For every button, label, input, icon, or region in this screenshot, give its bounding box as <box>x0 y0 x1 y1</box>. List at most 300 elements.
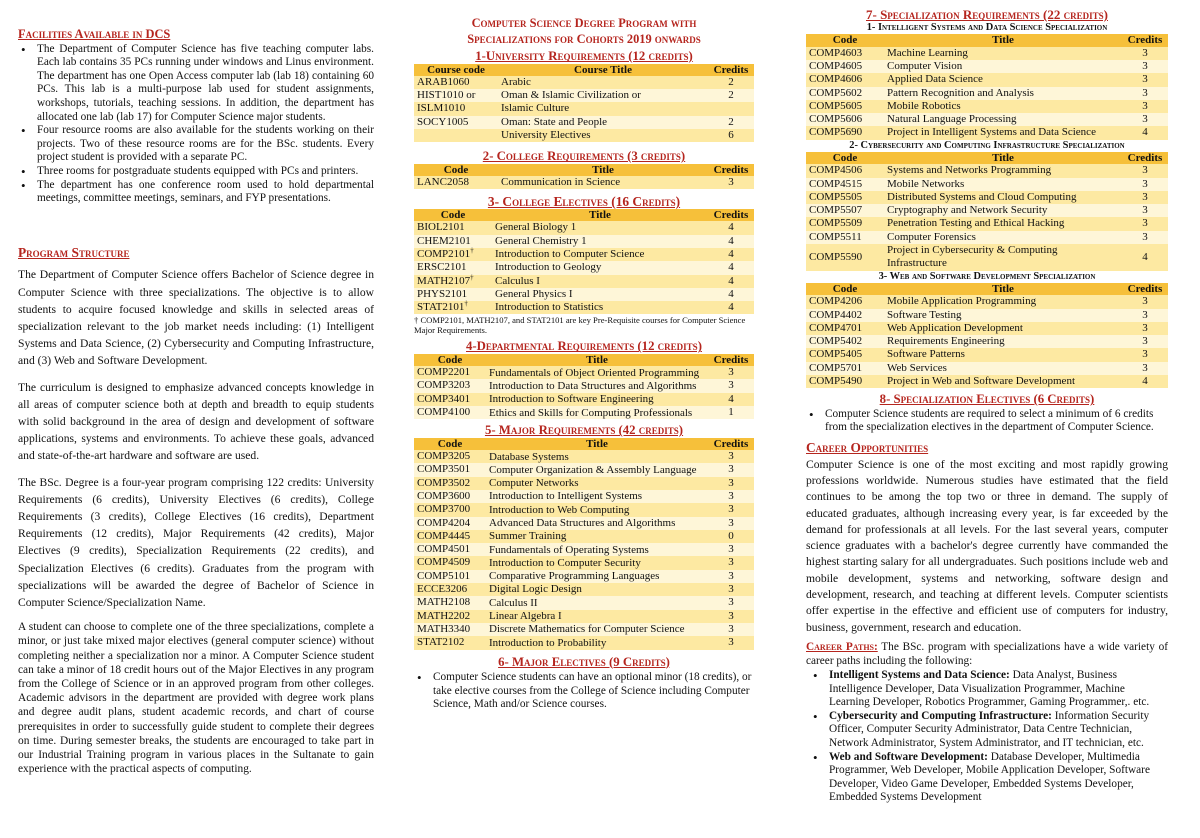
course-title: Project in Cybersecurity & Computing Infrastructure <box>884 244 1122 271</box>
column-header-code: Code <box>414 209 492 221</box>
course-credits: 2 <box>708 89 754 102</box>
course-title: Introduction to Software Engineering <box>486 393 708 406</box>
course-title: Web Services <box>884 362 1122 375</box>
column-header-code: Code <box>806 283 884 295</box>
course-title: Arabic <box>498 76 708 89</box>
program-structure-title: Program Structure <box>18 244 130 260</box>
table-row <box>806 73 1168 86</box>
course-title: Requirements Engineering <box>884 335 1122 348</box>
table-row <box>414 261 754 274</box>
course-title: Project in Web and Software Development <box>884 375 1122 388</box>
table-row <box>806 375 1168 388</box>
course-code: ISLM1010 <box>414 102 498 115</box>
course-credits: 3 <box>1122 309 1168 322</box>
table-header-row <box>414 164 754 176</box>
course-credits: 3 <box>708 636 754 649</box>
facilities-list <box>18 43 374 206</box>
table-row <box>414 583 754 596</box>
course-credits: 3 <box>1122 217 1168 230</box>
table-row <box>806 191 1168 204</box>
course-code: COMP5602 <box>806 87 884 100</box>
course-title: Database Systems <box>486 450 708 463</box>
table-header-row <box>414 354 754 366</box>
course-credits: 3 <box>708 477 754 490</box>
table-row <box>414 556 754 569</box>
course-credits: 4 <box>708 261 754 274</box>
table-row <box>414 275 754 288</box>
table-row <box>414 477 754 490</box>
course-credits: 4 <box>708 301 754 314</box>
table-row <box>414 517 754 530</box>
college-electives-footnote: † COMP2101, MATH2107, and STAT2101 are key Pre-Requisite courses for Computer Science Major Requirements. <box>414 315 746 336</box>
course-title: Introduction to Intelligent Systems <box>486 490 708 503</box>
departmental-requirements-table <box>414 354 754 419</box>
column-header-credits: Credits <box>1122 283 1168 295</box>
course-title: Introduction to Probability <box>486 636 708 649</box>
course-title: Introduction to Computer Security <box>486 556 708 569</box>
career-paths-label: Career Paths: <box>806 640 878 653</box>
middle-column <box>414 0 754 838</box>
course-credits: 6 <box>708 129 754 142</box>
column-header-credits: Credits <box>1122 34 1168 46</box>
table-row <box>806 335 1168 348</box>
table-row <box>806 295 1168 308</box>
course-credits: 3 <box>1122 87 1168 100</box>
departmental-requirements-title: 4-Departmental Requirements (12 credits) <box>466 339 702 354</box>
prerequisite-dagger-mark: † <box>464 299 468 308</box>
column-header-title: Title <box>492 209 708 221</box>
course-credits: 3 <box>708 463 754 476</box>
course-code: COMP5511 <box>806 231 884 244</box>
facilities-item: • Three rooms for postgraduate students equipped with PCs and printers. <box>18 165 374 179</box>
table-row <box>806 204 1168 217</box>
column-header-title: Title <box>486 438 708 450</box>
career-path-item <box>810 751 1168 805</box>
university-requirements-title: 1-University Requirements (12 credits) <box>475 49 693 63</box>
course-credits <box>708 102 754 115</box>
specialization-electives-list <box>806 408 1168 435</box>
course-credits: 3 <box>1122 231 1168 244</box>
course-credits: 3 <box>708 583 754 596</box>
course-code: ECCE3206 <box>414 583 486 596</box>
major-requirements-table <box>414 438 754 650</box>
table-row <box>806 348 1168 361</box>
course-code: COMP4506 <box>806 164 884 177</box>
course-code: COMP5701 <box>806 362 884 375</box>
career-path-item <box>810 710 1168 751</box>
column-header-code: Code <box>806 152 884 164</box>
course-credits: 3 <box>708 610 754 623</box>
table-row <box>414 301 754 314</box>
course-code: COMP4603 <box>806 47 884 60</box>
course-credits: 4 <box>1122 244 1168 271</box>
course-title: Computer Organization & Assembly Language <box>486 463 708 476</box>
course-credits: 3 <box>708 517 754 530</box>
course-credits: 3 <box>708 543 754 556</box>
table-row <box>414 129 754 142</box>
course-title: Cryptography and Network Security <box>884 204 1122 217</box>
table-row <box>806 178 1168 191</box>
course-code: COMP3203 <box>414 379 486 392</box>
table-row <box>414 221 754 234</box>
table-row <box>806 322 1168 335</box>
course-title: Oman: State and People <box>498 116 708 129</box>
course-code: COMP2101† <box>414 248 492 261</box>
course-credits: 3 <box>1122 178 1168 191</box>
table-row <box>806 231 1168 244</box>
course-credits: 3 <box>708 450 754 463</box>
table-row <box>414 570 754 583</box>
course-credits: 3 <box>708 596 754 609</box>
course-code: MATH2108 <box>414 596 486 609</box>
table-row <box>414 393 754 406</box>
university-requirements-table <box>414 64 754 143</box>
course-credits: 3 <box>1122 322 1168 335</box>
specialization-table <box>806 34 1168 139</box>
career-opportunities-title: Career Opportunities <box>806 440 929 456</box>
course-code: MATH3340 <box>414 623 486 636</box>
course-credits: 3 <box>708 366 754 379</box>
specialization-group-title: 2- Cybersecurity and Computing Infrastructure Specialization <box>849 139 1125 151</box>
table-row <box>806 87 1168 100</box>
course-title: Applied Data Science <box>884 73 1122 86</box>
course-code: COMP3501 <box>414 463 486 476</box>
table-row <box>414 543 754 556</box>
course-title: Fundamentals of Operating Systems <box>486 543 708 556</box>
table-row <box>414 463 754 476</box>
program-structure-body <box>18 266 374 611</box>
table-row <box>414 623 754 636</box>
course-title: Software Patterns <box>884 348 1122 361</box>
career-path-text: Information Security Officer, Computer Security Administrator, Data Centre Technician, Network Administrator, System Administrator, and IT technician, etc. <box>829 709 1150 750</box>
specialization-electives-title: 8- Specialization Electives (6 Credits) <box>879 392 1095 407</box>
table-header-row <box>414 209 754 221</box>
course-title: Introduction to Computer Science <box>492 248 708 261</box>
course-credits: 0 <box>708 530 754 543</box>
course-code: COMP5507 <box>806 204 884 217</box>
table-row <box>414 116 754 129</box>
column-header-credits: Credits <box>708 164 754 176</box>
career-path-label: Intelligent Systems and Data Science: <box>829 669 1010 682</box>
course-code: COMP4515 <box>806 178 884 191</box>
course-code: CHEM2101 <box>414 235 492 248</box>
table-row <box>806 47 1168 60</box>
table-row <box>806 362 1168 375</box>
major-electives-text: • Computer Science students can have an optional minor (18 credits), or take elective courses from the College of Science including Computer Science, Math and/or Science courses. <box>414 671 754 712</box>
course-title: General Physics I <box>492 288 708 301</box>
course-title: Project in Intelligent Systems and Data Science <box>884 126 1122 139</box>
course-title: Mobile Robotics <box>884 100 1122 113</box>
course-credits: 4 <box>708 275 754 288</box>
career-opportunities-text: Computer Science is one of the most exciting and most rapidly growing professions worldwide. Numerous studies have estimated that the field continues to be among the top two or three in demand. The supply of educated graduates, although increasing every year, is far exceeded by the demand for professionals at all levels. For the last several years, computer science graduates with a bachelor's degree currently have commanded the highest starting salary for all undergraduates. Such positions include web and mobile development, systems and networking, software design and development, research, and teaching at different levels. Computer scientists offer expertise in the effective and efficient use of computers for industry, business, government, research and education. <box>806 457 1168 634</box>
program-title <box>414 16 754 47</box>
course-credits: 4 <box>708 235 754 248</box>
course-code: COMP5606 <box>806 113 884 126</box>
course-code: MATH2107† <box>414 275 492 288</box>
course-title: Natural Language Processing <box>884 113 1122 126</box>
facilities-title: Facilities Available in DCS <box>18 27 171 41</box>
course-title: University Electives <box>498 129 708 142</box>
column-header-title: Title <box>498 164 708 176</box>
course-code: COMP5690 <box>806 126 884 139</box>
course-title: Introduction to Data Structures and Algorithms <box>486 379 708 392</box>
course-credits: 3 <box>1122 191 1168 204</box>
career-paths-list <box>806 669 1168 805</box>
structure-paragraph: A student can choose to complete one of the three specializations, complete a minor, or just take mixed major electives (general computer science) without completing neither a specialization nor a minor. A Computer Science student can take a minor of 18 credit hours out of the Major Electives in any program from the College of Science or in an approved program from other colleges. Academic advisors in the department are provided with degree work plans and degree audit plans, student academic records, and chart of course prerequisites in order to successfully guide student to complete their degrees on time. During semester breaks, the students are encouraged to take part in our Industrial Training program in various places in the Sultanate to gain experience with the practical aspects of computing. <box>18 621 374 776</box>
course-credits: 3 <box>1122 73 1168 86</box>
table-row <box>806 126 1168 139</box>
table-row <box>414 490 754 503</box>
course-credits: 3 <box>708 176 754 189</box>
college-electives-title: 3- College Electives (16 Credits) <box>487 194 681 210</box>
table-row <box>414 89 754 102</box>
course-title: Islamic Culture <box>498 102 708 115</box>
table-row <box>414 596 754 609</box>
course-code: ARAB1060 <box>414 76 498 89</box>
column-header-credits: Credits <box>708 64 754 76</box>
left-column <box>18 0 374 838</box>
structure-paragraph: The curriculum is designed to emphasize advanced concepts knowledge in all areas of computer science both at depth and breadth to equip students with solid background in the area of design and development of software applications, systems and environments. To achieve these goals, advanced and state-of-the-art hardware and software are used. <box>18 380 374 463</box>
table-row <box>414 610 754 623</box>
major-electives-title: 6- Major Electives (9 Credits) <box>498 654 670 669</box>
course-credits: 3 <box>708 490 754 503</box>
course-code: COMP3401 <box>414 393 486 406</box>
course-credits: 3 <box>1122 164 1168 177</box>
course-code: COMP4445 <box>414 530 486 543</box>
course-code: COMP5490 <box>806 375 884 388</box>
course-title: Calculus I <box>492 275 708 288</box>
column-header-credits: Credits <box>708 438 754 450</box>
course-code: COMP3502 <box>414 477 486 490</box>
course-title: Linear Algebra I <box>486 610 708 623</box>
structure-paragraph: The BSc. Degree is a four-year program comprising 122 credits: University Requirements (6 credits), University Electives (6 credits), College Requirements (3 credits), College Electives (16 credits), Department Requirements (12 credits), Major Requirements (42 credits), Major Electives (9 credits), Specialization Requirements (22 credits), and Specialization Electives (6 credits). Graduates from the program with specializations will be awarded the degree of Bachelor of Science in Computer Science/Specialization Name. <box>18 475 374 609</box>
table-row <box>806 309 1168 322</box>
course-code: COMP4605 <box>806 60 884 73</box>
course-credits: 4 <box>708 221 754 234</box>
column-header-code: Code <box>806 34 884 46</box>
course-code: COMP5590 <box>806 244 884 271</box>
course-credits: 3 <box>1122 100 1168 113</box>
course-code: COMP4501 <box>414 543 486 556</box>
course-title: Mobile Networks <box>884 178 1122 191</box>
course-title: Penetration Testing and Ethical Hacking <box>884 217 1122 230</box>
table-row <box>414 636 754 649</box>
table-row <box>806 100 1168 113</box>
course-title: Introduction to Statistics <box>492 301 708 314</box>
table-row <box>414 379 754 392</box>
course-credits: 3 <box>708 623 754 636</box>
course-code: PHYS2101 <box>414 288 492 301</box>
career-paths-intro-text: The BSc. program with specializations have a wide variety of career paths including the following: <box>806 640 1168 667</box>
column-header-title: Title <box>884 283 1122 295</box>
table-header-row <box>806 34 1168 46</box>
course-code: COMP3600 <box>414 490 486 503</box>
career-path-item <box>810 669 1168 710</box>
major-electives-list <box>414 671 754 712</box>
course-title: Comparative Programming Languages <box>486 570 708 583</box>
column-header-title: Title <box>884 34 1122 46</box>
course-title: Advanced Data Structures and Algorithms <box>486 517 708 530</box>
course-code: COMP4206 <box>806 295 884 308</box>
course-credits: 4 <box>708 393 754 406</box>
course-code: COMP5101 <box>414 570 486 583</box>
course-code: COMP4606 <box>806 73 884 86</box>
specialization-table <box>806 283 1168 388</box>
course-credits: 2 <box>708 116 754 129</box>
facilities-item: • Four resource rooms are also available for the students working on their projects. Two of these resource rooms are for the BSc. students. Every project student is provided with a separate PC. <box>18 124 374 165</box>
table-row <box>806 60 1168 73</box>
course-code: COMP4402 <box>806 309 884 322</box>
table-row <box>414 530 754 543</box>
column-header-code: Code <box>414 438 486 450</box>
course-code: COMP4204 <box>414 517 486 530</box>
column-header-credits: Credits <box>708 354 754 366</box>
course-title: Fundamentals of Object Oriented Programming <box>486 366 708 379</box>
course-credits: 4 <box>1122 126 1168 139</box>
specialization-group-title: 1- Intelligent Systems and Data Science Specialization <box>866 22 1108 33</box>
course-code: ERSC2101 <box>414 261 492 274</box>
table-row <box>414 366 754 379</box>
course-credits: 3 <box>1122 295 1168 308</box>
course-credits: 3 <box>708 556 754 569</box>
course-code: COMP5402 <box>806 335 884 348</box>
course-credits: 3 <box>1122 204 1168 217</box>
course-title: Machine Learning <box>884 47 1122 60</box>
specialization-electives-text: • Computer Science students are required to select a minimum of 6 credits from the specialization electives in the department of Computer Science. <box>806 408 1168 435</box>
column-header-credits: Credits <box>708 209 754 221</box>
course-title: Computer Vision <box>884 60 1122 73</box>
course-credits: 3 <box>1122 348 1168 361</box>
course-code: COMP4100 <box>414 406 486 419</box>
course-title: Ethics and Skills for Computing Professionals <box>486 406 708 419</box>
course-code: COMP5605 <box>806 100 884 113</box>
course-credits: 2 <box>708 76 754 89</box>
table-row <box>414 450 754 463</box>
course-title: Web Application Development <box>884 322 1122 335</box>
course-credits: 3 <box>708 379 754 392</box>
course-credits: 4 <box>708 248 754 261</box>
course-title: Computer Forensics <box>884 231 1122 244</box>
course-title: Systems and Networks Programming <box>884 164 1122 177</box>
table-row <box>806 244 1168 271</box>
course-title: General Biology 1 <box>492 221 708 234</box>
course-code: COMP5505 <box>806 191 884 204</box>
course-code: COMP2201 <box>414 366 486 379</box>
course-code: COMP4701 <box>806 322 884 335</box>
course-credits: 3 <box>1122 335 1168 348</box>
course-code: COMP4509 <box>414 556 486 569</box>
column-header-title: Course Title <box>498 64 708 76</box>
specialization-table <box>806 152 1168 271</box>
college-requirements-table <box>414 164 754 190</box>
course-code: SOCY1005 <box>414 116 498 129</box>
table-row <box>414 235 754 248</box>
course-title: Oman & Islamic Civilization or <box>498 89 708 102</box>
course-code: BIOL2101 <box>414 221 492 234</box>
course-code: COMP3205 <box>414 450 486 463</box>
course-credits: 3 <box>708 503 754 516</box>
course-code: MATH2202 <box>414 610 486 623</box>
career-path-label: Cybersecurity and Computing Infrastructure: <box>829 709 1052 722</box>
course-title: Introduction to Geology <box>492 261 708 274</box>
course-title: Mobile Application Programming <box>884 295 1122 308</box>
column-header-code: Course code <box>414 64 498 76</box>
table-row <box>414 76 754 89</box>
course-title: Communication in Science <box>498 176 708 189</box>
prerequisite-dagger-mark: † <box>470 272 474 281</box>
course-credits: 3 <box>1122 47 1168 60</box>
table-row <box>414 248 754 261</box>
course-credits: 4 <box>708 288 754 301</box>
college-electives-table <box>414 209 754 314</box>
career-path-text: Database Developer, Multimedia Programmer, Web Developer, Mobile Application Developer, Software Developer, Video Game Developer, Embedded Systems Developer, Embedded Systems Development <box>829 750 1150 804</box>
right-column <box>806 0 1168 838</box>
course-title: Computer Networks <box>486 477 708 490</box>
course-title: General Chemistry 1 <box>492 235 708 248</box>
course-credits: 3 <box>1122 113 1168 126</box>
course-title: Summer Training <box>486 530 708 543</box>
column-header-code: Code <box>414 164 498 176</box>
course-title: Introduction to Web Computing <box>486 503 708 516</box>
course-credits: 4 <box>1122 375 1168 388</box>
table-row <box>806 217 1168 230</box>
table-header-row <box>806 283 1168 295</box>
course-credits: 3 <box>708 570 754 583</box>
table-row <box>806 113 1168 126</box>
course-code: LANC2058 <box>414 176 498 189</box>
table-row <box>414 406 754 419</box>
course-code: STAT2101† <box>414 301 492 314</box>
major-requirements-title: 5- Major Requirements (42 credits) <box>484 423 684 438</box>
course-title: Digital Logic Design <box>486 583 708 596</box>
facilities-item: • The Department of Computer Science has five teaching computer labs. Each lab contains 35 PCs running under windows and Linus environment. The department has one Open Access computer lab (lab 18) containing 60 PCs. This lab is a multi-purpose lab used for student assignments, workshops, tutorials, teaching sessions. In addition, the department has allocated one lab (lab 17) for Computer Science major students. <box>18 43 374 125</box>
structure-paragraph: The Department of Computer Science offers Bachelor of Science degree in Computer Science with three specializations. The objective is to allow students to acquire focused knowledge and skills in selected areas of specialization relevant to the job market needs including: (1) Intelligent Systems and Data Science, (2) Cybersecurity and Computing Infrastructure, and (3) Web and Software Development. <box>18 268 374 368</box>
table-row <box>414 176 754 189</box>
column-header-credits: Credits <box>1122 152 1168 164</box>
course-title: Calculus II <box>486 596 708 609</box>
facilities-item: • The department has one conference room used to hold departmental meetings, committee meetings, seminars, and FYP presentations. <box>18 179 374 206</box>
college-requirements-title: 2- College Requirements (3 credits) <box>482 149 686 164</box>
table-header-row <box>414 438 754 450</box>
course-title: Distributed Systems and Cloud Computing <box>884 191 1122 204</box>
program-title-line: Specializations for Cohorts 2019 onwards <box>467 31 701 46</box>
course-credits: 1 <box>708 406 754 419</box>
course-code: HIST1010 or <box>414 89 498 102</box>
specialization-groups <box>806 22 1168 388</box>
career-paths-intro <box>806 641 1168 668</box>
career-path-text: Data Analyst, Business Intelligence Developer, Data Visualization Programmer, Machine Learning Developer, Robotics Programmer, Gaming Programmer,. etc. <box>829 669 1150 709</box>
specialization-requirements-title: 7- Specialization Requirements (22 credits) <box>866 7 1108 22</box>
course-code: COMP5509 <box>806 217 884 230</box>
program-title-line: Computer Science Degree Program with <box>471 16 697 30</box>
specialization-group-title: 3- Web and Software Development Specialization <box>878 270 1096 282</box>
course-code: COMP3700 <box>414 503 486 516</box>
course-title: Discrete Mathematics for Computer Science <box>486 623 708 636</box>
career-path-label: Web and Software Development: <box>829 750 988 763</box>
column-header-title: Title <box>486 354 708 366</box>
table-row <box>806 164 1168 177</box>
table-header-row <box>414 64 754 76</box>
prerequisite-dagger-mark: † <box>470 246 474 255</box>
course-code <box>414 129 498 142</box>
course-title: Pattern Recognition and Analysis <box>884 87 1122 100</box>
course-code: STAT2102 <box>414 636 486 649</box>
table-row <box>414 503 754 516</box>
column-header-title: Title <box>884 152 1122 164</box>
course-credits: 3 <box>1122 362 1168 375</box>
column-header-code: Code <box>414 354 486 366</box>
table-row <box>414 102 754 115</box>
